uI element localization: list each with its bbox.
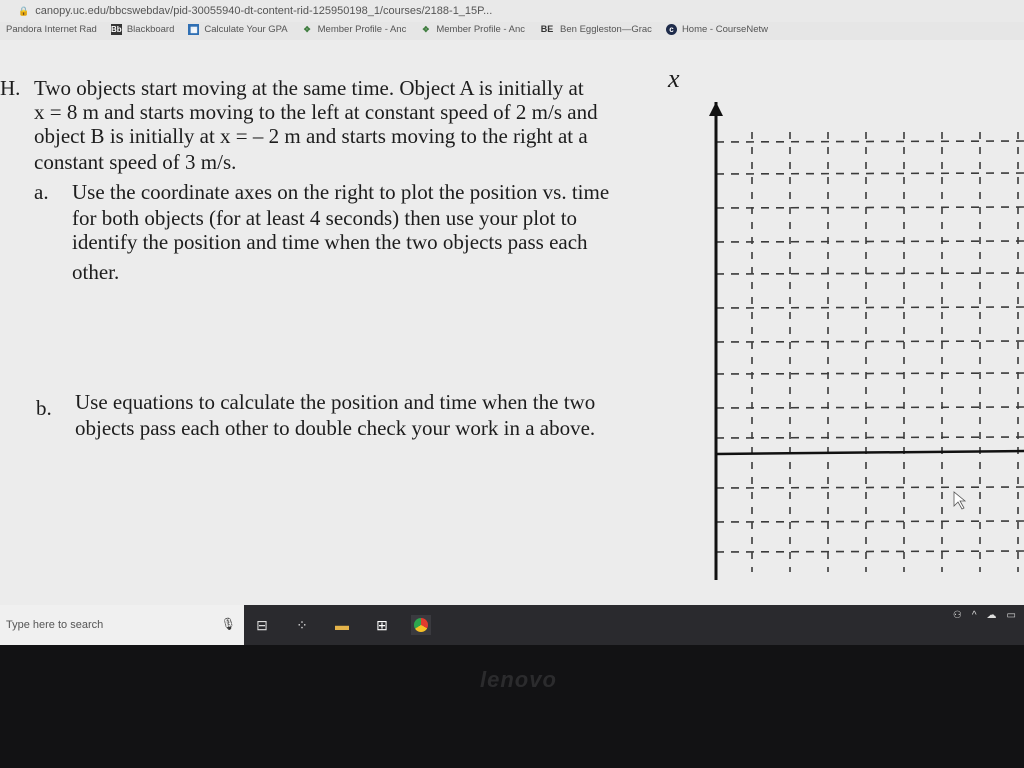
- grid-horizontal-line: [716, 141, 1024, 142]
- grid-horizontal-line: [716, 273, 1024, 274]
- grid-svg: [660, 102, 1024, 592]
- bookmarks-bar: [0, 18, 1024, 40]
- part-a-label: a.: [34, 180, 49, 204]
- grid-horizontal-line: [716, 207, 1024, 208]
- problem-number: H.: [0, 76, 21, 100]
- task-view-icon[interactable]: ⊟: [256, 617, 268, 633]
- grid-horizontal-line: [716, 521, 1024, 522]
- problem-line-4: constant speed of 3 m/s.: [34, 150, 237, 174]
- be-icon: BE: [540, 23, 554, 34]
- part-a-line-4: other.: [72, 260, 120, 284]
- file-explorer-icon[interactable]: ▬: [335, 617, 349, 633]
- problem-line-1: Two objects start moving at the same time. Object A is initially at: [34, 76, 584, 100]
- part-b-line-2: objects pass each other to double check your work in a above.: [75, 416, 596, 440]
- url-text[interactable]: canopy.uc.edu/bbcswebdav/pid-30055940-dt-content-rid-125950198_1/courses/2188-1_15P...: [35, 5, 493, 17]
- dots-app-icon[interactable]: ⁘: [296, 617, 308, 633]
- x-axis-label: x: [668, 64, 680, 93]
- grid-lines: [716, 132, 1024, 572]
- bookmark-gpa[interactable]: ▦ Calculate Your GPA: [190, 23, 288, 35]
- grid-horizontal-line: [716, 173, 1024, 174]
- calculator-icon: ▦: [190, 24, 198, 34]
- chevron-up-icon[interactable]: ^: [971, 609, 977, 621]
- cloud-icon[interactable]: ☁: [986, 609, 997, 621]
- problem-line-2: x = 8 m and starts moving to the left at constant speed of 2 m/s and: [34, 100, 598, 124]
- taskbar: [0, 605, 1024, 645]
- part-a-line-3: identify the position and time when the two objects pass each: [72, 230, 588, 254]
- system-tray: [953, 605, 1016, 625]
- axis-arrow-icon: [709, 102, 723, 116]
- grid-horizontal-line: [716, 437, 1024, 438]
- bookmark-pandora[interactable]: Pandora Internet Rad: [6, 23, 97, 35]
- bookmark-ben-eggleston[interactable]: BE Ben Eggleston—Grac: [540, 23, 652, 35]
- search-placeholder: Type here to search: [6, 619, 104, 631]
- blackboard-icon: Bb: [111, 24, 122, 34]
- coordinate-grid: [660, 102, 1024, 592]
- grid-horizontal-line: [716, 407, 1024, 408]
- document-page: [0, 40, 1024, 605]
- chrome-icon[interactable]: [411, 615, 431, 635]
- part-a-line-1: Use the coordinate axes on the right to plot the position vs. time: [72, 180, 610, 204]
- grid-horizontal-line: [716, 487, 1024, 488]
- bookmark-member-profile-1[interactable]: ✥ Member Profile - Anc: [302, 24, 407, 35]
- store-icon[interactable]: ⊞: [376, 617, 388, 633]
- part-b-line-1: Use equations to calculate the position and time when the two: [75, 390, 596, 414]
- taskbar-search[interactable]: [0, 605, 244, 645]
- member-icon: ✥: [303, 24, 311, 34]
- grid-horizontal-line: [716, 341, 1024, 342]
- member-icon: ✥: [422, 24, 430, 34]
- part-a-line-2: for both objects (for at least 4 seconds) then use your plot to: [72, 206, 578, 230]
- grid-horizontal-line: [716, 307, 1024, 308]
- mouse-cursor-icon: [954, 492, 965, 509]
- problem-line-3: object B is initially at x = – 2 m and starts moving to the right at a: [34, 124, 588, 148]
- part-b-label: b.: [36, 396, 52, 420]
- people-icon[interactable]: ⚇: [952, 609, 962, 621]
- battery-icon[interactable]: ▭: [1006, 609, 1016, 621]
- bookmark-coursenet[interactable]: c Home - CourseNetw: [666, 24, 768, 35]
- lock-icon: 🔒: [18, 5, 30, 16]
- grid-horizontal-line: [716, 373, 1024, 374]
- coursenet-icon: c: [666, 24, 677, 35]
- bookmark-blackboard[interactable]: Bb Blackboard: [111, 23, 175, 35]
- bookmark-member-profile-2[interactable]: ✥ Member Profile - Anc: [420, 24, 525, 35]
- time-axis: [716, 451, 1024, 454]
- grid-horizontal-line: [716, 551, 1024, 552]
- microphone-icon[interactable]: 🎙: [220, 617, 236, 631]
- grid-horizontal-line: [716, 241, 1024, 242]
- laptop-bezel: [0, 645, 1024, 768]
- lenovo-logo: lenovo: [480, 667, 557, 692]
